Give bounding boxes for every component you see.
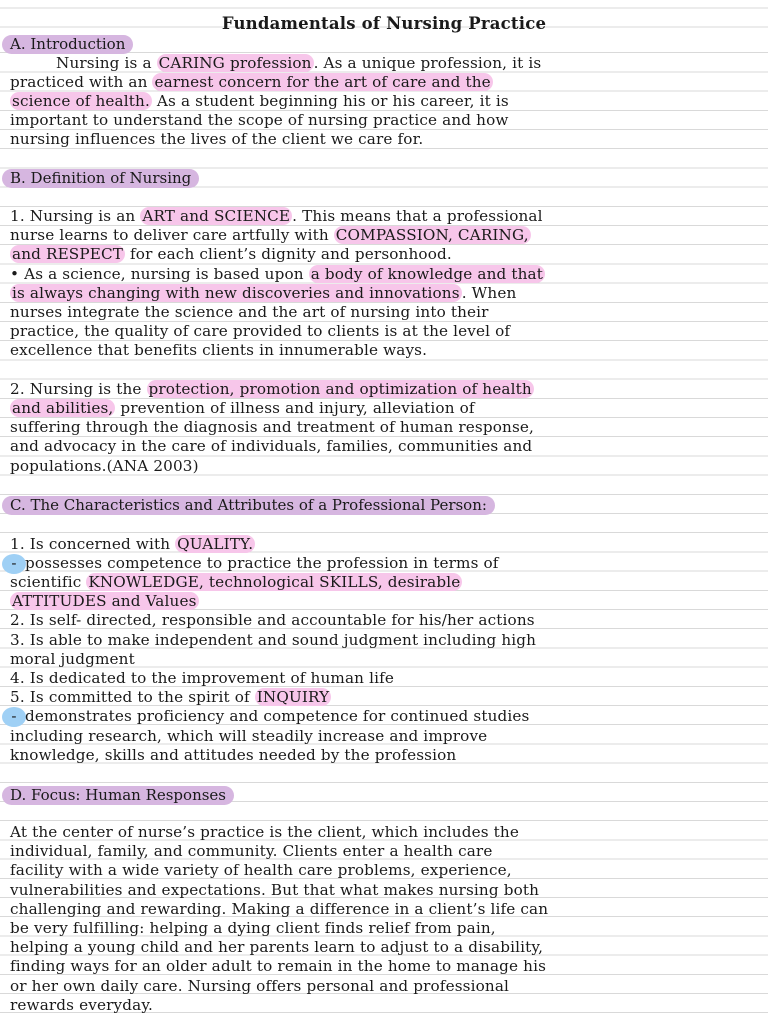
highlight: is always changing with new discoveries and innovations	[12, 284, 460, 302]
highlight: INQUIRY	[256, 688, 330, 706]
bullet-dot: -	[2, 554, 26, 574]
paragraph-line: Nursing is a CARING profession . As a unique profession, it is	[56, 54, 542, 72]
paragraph-line: and abilities, prevention of illness and injury, alleviation of	[12, 399, 475, 417]
paragraph-line: and RESPECT for each client’s dignity and personhood.	[12, 245, 452, 263]
paragraph-line: 5. Is committed to the spirit of INQUIRY	[10, 688, 330, 706]
paragraph-line: nurses integrate the science and the art of nursing into their	[10, 303, 489, 321]
paragraph-line: practice, the quality of care provided to clients is at the level of	[10, 322, 511, 340]
section-b-heading: B. Definition of Nursing	[2, 169, 199, 188]
paragraph-line: 3. Is able to make independent and sound judgment including high	[10, 631, 537, 649]
paragraph-line: 1. Is concerned with QUALITY.	[10, 535, 254, 553]
paragraph-line: scientific KNOWLEDGE, technological SKILLS, desirable	[10, 573, 461, 591]
highlight: earnest concern for the art of care and the	[154, 73, 491, 91]
paragraph-line: practiced with an earnest concern for the art of care and the	[10, 73, 491, 91]
highlight: and abilities,	[12, 399, 114, 417]
paragraph-line: 2. Nursing is the protection, promotion and optimization of health	[10, 380, 532, 398]
paragraph-line: 2. Is self- directed, responsible and accountable for his/her actions	[10, 611, 535, 629]
paragraph-line: facility with a wide variety of health care problems, experience,	[10, 861, 512, 879]
paragraph-line: helping a young child and her parents learn to adjust to a disability,	[10, 938, 544, 956]
paragraph-line: and advocacy in the care of individuals, families, communities and	[10, 437, 533, 455]
section-a-heading: A. Introduction	[2, 35, 133, 54]
paragraph-line: knowledge, skills and attitudes needed by the profession	[10, 746, 457, 764]
highlight: ATTITUDES and Values	[12, 592, 197, 610]
paragraph-line: 4. Is dedicated to the improvement of human life	[10, 669, 395, 687]
paragraph-line: suffering through the diagnosis and treatment of human response,	[10, 418, 535, 436]
paragraph-line: - demonstrates proficiency and competence for continued studies	[10, 707, 529, 727]
highlight: ART and SCIENCE	[142, 207, 291, 225]
paragraph-line: including research, which will steadily increase and improve	[10, 727, 488, 745]
paragraph-line: • As a science, nursing is based upon a body of knowledge and that	[10, 265, 544, 283]
highlight: KNOWLEDGE, technological SKILLS, desirable	[88, 573, 461, 591]
paragraph-line: excellence that benefits clients in innumerable ways.	[10, 341, 428, 359]
paragraph-line: is always changing with new discoveries and innovations . When	[12, 284, 517, 302]
paragraph-line: science of health. As a student beginning his or his career, it is	[12, 92, 509, 110]
paragraph-line: be very fulfilling: helping a dying client finds relief from pain,	[10, 919, 496, 937]
paragraph-line: vulnerabilities and expectations. But that what makes nursing both	[10, 881, 540, 899]
highlight: protection, promotion and optimization of health	[148, 380, 532, 398]
paragraph-line	[10, 592, 199, 611]
paragraph-line: finding ways for an older adult to remain in the home to manage his	[10, 957, 547, 975]
paragraph-line: rewards everyday.	[10, 996, 154, 1014]
page-title: Fundamentals of Nursing Practice	[221, 14, 547, 33]
paragraph-line: individual, family, and community. Clients enter a health care	[10, 842, 493, 860]
paragraph-line: populations.(ANA 2003)	[10, 457, 199, 475]
paragraph-line: challenging and rewarding. Making a difference in a client’s life can	[10, 900, 549, 918]
paragraph-line: moral judgment	[10, 650, 135, 668]
paragraph-line: important to understand the scope of nursing practice and how	[10, 111, 509, 129]
section-d-heading: D. Focus: Human Responses	[2, 786, 234, 805]
paragraph-line: 1. Nursing is an ART and SCIENCE . This means that a professional	[10, 207, 543, 225]
highlight: and RESPECT	[12, 245, 124, 263]
paragraph-line: At the center of nurse’s practice is the client, which includes the	[10, 823, 519, 841]
paragraph-line: nurse learns to deliver care artfully with COMPASSION, CARING,	[10, 226, 529, 244]
paragraph-line: - possesses competence to practice the profession in terms of	[10, 554, 499, 574]
highlight: QUALITY.	[177, 535, 254, 553]
paragraph-line: nursing influences the lives of the client we care for.	[10, 130, 424, 148]
bullet-dot: -	[2, 707, 26, 727]
paragraph-line: or her own daily care. Nursing offers personal and professional	[10, 977, 510, 995]
highlight: a body of knowledge and that	[310, 265, 544, 283]
highlight: science of health.	[12, 92, 150, 110]
highlight: CARING profession	[158, 54, 312, 72]
section-c-heading: C. The Characteristics and Attributes of a Professional Person:	[2, 496, 495, 515]
highlight: COMPASSION, CARING,	[335, 226, 529, 244]
